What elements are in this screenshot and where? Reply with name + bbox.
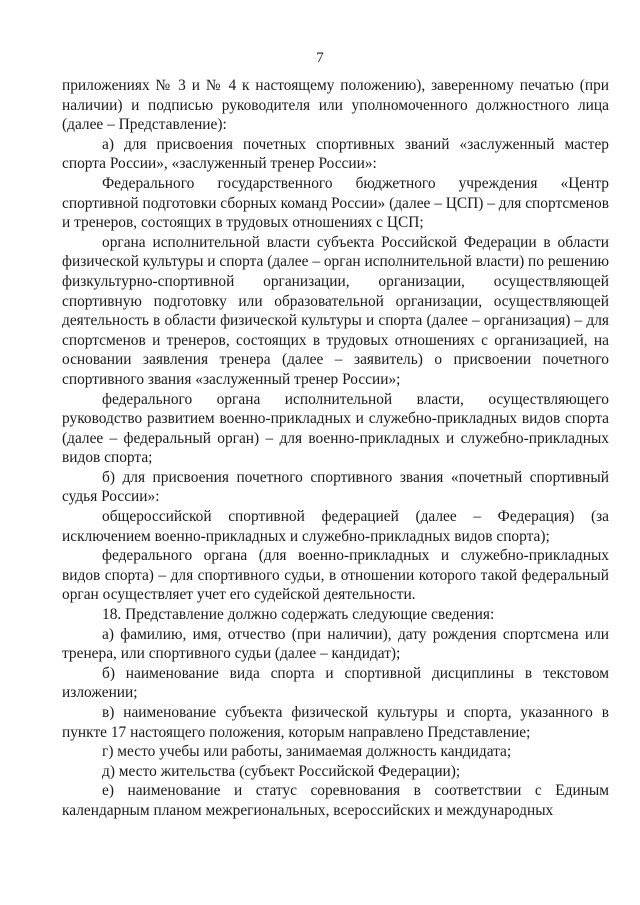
- paragraph-federal-authority: федерального органа исполнительной власти, осуществляющего руководство развитием военно-прикладных и служебно-прикладных видов спорта (далее – федеральный орган) – для военно-прикладных и служебно-прикладных видов спорта;: [62, 390, 609, 467]
- paragraph-continuation: приложениях № 3 и № 4 к настоящему положению), заверенному печатью (при наличии) и подписью руководителя или уполномоченного должностного лица (далее – Представление):: [62, 77, 609, 134]
- paragraph-item-b: б) для присвоения почетного спортивного звания «почетный спортивный судья России»:: [62, 468, 609, 506]
- paragraph-18-b: б) наименование вида спорта и спортивной дисциплины в текстовом изложении;: [62, 664, 609, 702]
- document-body: [62, 76, 609, 821]
- paragraph-federal-body-judge: федерального органа (для военно-прикладных и служебно-прикладных видов спорта) – для спортивного судьи, в отношении которого такой федеральный орган осуществляет учет его судейской деятельности.: [62, 547, 609, 604]
- paragraph-executive-authority: органа исполнительной власти субъекта Российской Федерации в области физической культуры и спорта (далее – орган исполнительной власти) по решению физкультурно-спортивной организации, организации, осуществляющей спортивную подготовку или образовательной организации, осуществляющей деятельность в области физической культуры и спорта (далее – организация) – для спортсменов и тренеров, состоящих в трудовых отношениях с организацией, на основании заявления тренера (далее – заявитель) о присвоении почетного спортивного звания «заслуженный тренер России»;: [62, 233, 610, 388]
- paragraph-18-g: г) место учебы или работы, занимаемая должность кандидата;: [102, 743, 512, 761]
- paragraph-18-a: а) фамилию, имя, отчество (при наличии), дату рождения спортсмена или тренера, или спортивного судьи (далее – кандидат);: [62, 625, 609, 663]
- paragraph-18-v: в) наименование субъекта физической культуры и спорта, указанного в пункте 17 настоящего положения, которым направлено Представление;: [62, 704, 609, 741]
- paragraph-item-a: а) для присвоения почетных спортивных званий «заслуженный мастер спорта России», «заслуженный тренер России»:: [62, 135, 609, 173]
- paragraph-section-18: 18. Представление должно содержать следующие сведения:: [102, 606, 495, 624]
- page-number: 7: [316, 50, 324, 66]
- paragraph-federation: общероссийской спортивной федерацией (далее – Федерация) (за исключением военно-прикладных и служебно-прикладных видов спорта);: [62, 508, 609, 545]
- paragraph-csp: Федерального государственного бюджетного учреждения «Центр спортивной подготовки сборных команд России» (далее – ЦСП) – для спортсменов и тренеров, состоящих в трудовых отношениях с ЦСП;: [62, 174, 609, 232]
- paragraph-18-e: е) наименование и статус соревнования в соответствии с Единым календарным планом межрегиональных, всероссийских и международных: [62, 782, 609, 819]
- paragraph-18-d: д) место жительства (субъект Российской Федерации);: [102, 762, 461, 780]
